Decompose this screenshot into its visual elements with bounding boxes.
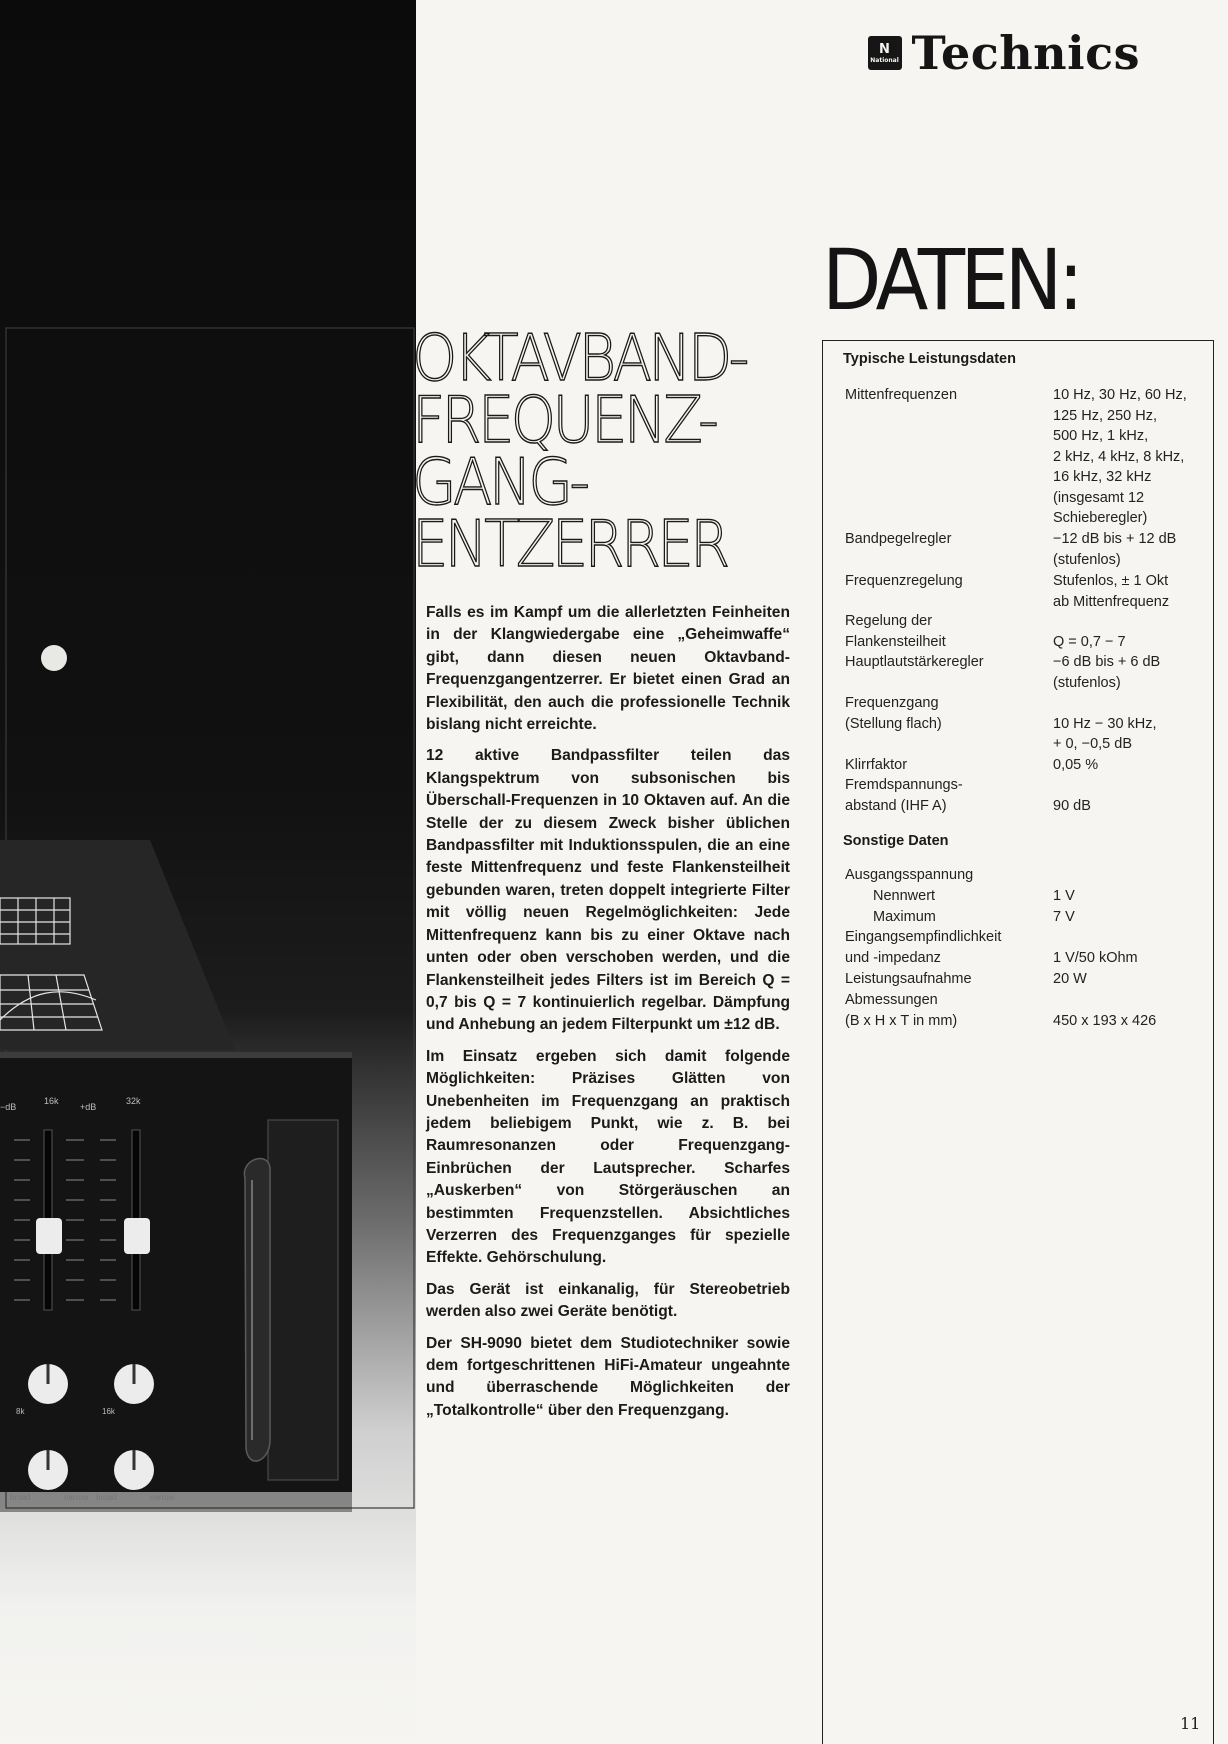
brand-name: Technics bbox=[911, 26, 1140, 80]
spec-value: 10 Hz − 30 kHz, + 0, −0,5 dB bbox=[1053, 715, 1157, 752]
spec-label: Bandpegelregler bbox=[845, 531, 952, 547]
spec-value: Q = 0,7 − 7 bbox=[1053, 633, 1126, 650]
body-paragraph-4: Das Gerät ist einkanalig, für Stereobetrieb werden also zwei Geräte benötigt. bbox=[426, 1280, 790, 1321]
equalizer-photo-illustration bbox=[0, 0, 416, 1744]
headline-line-2: FREQUENZ- bbox=[412, 384, 716, 458]
spec-label: Regelung der Flankensteilheit bbox=[845, 613, 946, 650]
national-badge-icon: N National bbox=[868, 36, 902, 70]
spec-value: Stufenlos, ± 1 Okt ab Mittenfrequenz bbox=[1053, 573, 1170, 610]
punch-hole bbox=[41, 645, 67, 671]
spec-label: Mittenfrequenzen bbox=[845, 387, 958, 403]
spec-label: Eingangsempfindlichkeit und -impedanz bbox=[845, 929, 1002, 966]
headline-line-1: OKTAVBAND- bbox=[412, 322, 746, 396]
spec-value: 10 Hz, 30 Hz, 60 Hz, 125 Hz, 250 Hz, 500 Hz, 1 kHz, 2 kHz, 4 kHz, 8 kHz, 16 kHz, 32 kHz (insgesamt 12 Schieberegler) bbox=[1053, 387, 1187, 526]
spec-value: 1 V/50 kOhm bbox=[1053, 949, 1138, 966]
spec-value: 1 V bbox=[1053, 888, 1075, 904]
spec-label: Klirrfaktor bbox=[845, 757, 908, 773]
headline bbox=[412, 322, 812, 582]
slider-knob-16k bbox=[36, 1218, 62, 1254]
slider-label-16k: 16k bbox=[44, 1096, 59, 1106]
spec-value: 7 V bbox=[1053, 909, 1075, 925]
body-paragraph-3: Im Einsatz ergeben sich damit folgende Möglichkeiten: Präzises Glätten von Unebenheiten im Frequenzgang an praktisch jedem beliebigem Punkt, wie z. B. bei Raumresonanzen oder Frequenzgang-Einbrüchen der Lautsprecher. Scharfes „Auskerben“ von Störgeräuschen an bestimmten Frequenzstellen. Absichtliches Verzerren des Frequenzganges für spezielle Effekte. Gehörschulung. bbox=[426, 1047, 790, 1267]
spec-label: Maximum bbox=[873, 909, 936, 925]
body-paragraph-5: Der SH-9090 bietet dem Studiotechniker sowie dem fortgeschrittenen HiFi-Amateur ungeahnte und überraschende Möglichkeiten der „Totalkontrolle“ über den Frequenzgang. bbox=[426, 1334, 790, 1419]
spec-value: −12 dB bis + 12 dB (stufenlos) bbox=[1053, 531, 1177, 568]
body-paragraph-1: Falls es im Kampf um die allerletzten Feinheiten in der Klangwiedergabe eine „Geheimwaffe“ gibt, dann diesen neuen Oktavband-Frequenzgangentzerrer. Er bietet einen Grad an Flexibilität, den auch die professionelle Technik bislang nicht erreichte. bbox=[426, 604, 790, 734]
headline-line-3: GANG- bbox=[412, 446, 587, 520]
spec-label: Leistungsaufnahme bbox=[845, 971, 972, 987]
spec-label: Abmessungen (B x H x T in mm) bbox=[845, 992, 958, 1029]
section-title-daten: DATEN: bbox=[822, 231, 1080, 329]
spec-value: 20 W bbox=[1053, 971, 1087, 987]
spec-value: −6 dB bis + 6 dB (stufenlos) bbox=[1053, 654, 1161, 691]
slider-knob-32k bbox=[124, 1218, 150, 1254]
slider-label-32k: 32k bbox=[126, 1096, 141, 1106]
body-text bbox=[426, 602, 790, 1431]
spec-label: Hauptlautstärkeregler bbox=[845, 654, 984, 670]
spec-label: Fremdspannungs- abstand (IHF A) bbox=[845, 777, 963, 814]
slider-label-minus-db: −dB bbox=[0, 1102, 17, 1112]
knob-label-16k: 16k bbox=[102, 1407, 115, 1416]
spec-label: Nennwert bbox=[873, 888, 936, 904]
spec-value: 450 x 193 x 426 bbox=[1053, 1012, 1157, 1029]
spec-section-title-other: Sonstige Daten bbox=[843, 833, 949, 849]
spec-label: Ausgangsspannung bbox=[845, 867, 974, 883]
body-paragraph-2: 12 aktive Bandpassfilter teilen das Klangspektrum von subsonischen bis Überschall-Frequenzen in 10 Oktaven auf. An die Stelle der zu diesem Zweck bisher üblichen Bandpassfilter mit Induktionsspulen, die an eine feste Mittenfrequenz und feste Flankensteilheit gebunden waren, treten doppelt integrierte Filter mit völlig neuen Regelmöglichkeiten: Jede Mittenfrequenz kann bis zu einer Oktave nach unten oder oben verschoben werden, und die Flankensteilheit jedes Filters ist im Bereich Q = 0,7 bis Q = 7 kontinuierlich regelbar. Dämpfung und Anhebung an jedem Filterpunkt um ±12 dB. bbox=[426, 747, 790, 1034]
technics-logo bbox=[868, 26, 1141, 80]
spec-value: 90 dB bbox=[1053, 797, 1091, 814]
spec-table bbox=[822, 340, 1214, 1744]
headline-line-4: ENTZERRER bbox=[412, 508, 727, 582]
chassis-top bbox=[0, 840, 235, 1050]
spec-value: 0,05 % bbox=[1053, 757, 1099, 773]
rack-handle bbox=[244, 1120, 338, 1480]
spec-label: Frequenzgang (Stellung flach) bbox=[845, 695, 942, 732]
slider-label-plus-db: +dB bbox=[80, 1102, 97, 1112]
page-number: 11 bbox=[1180, 1714, 1201, 1733]
spec-label: Frequenzregelung bbox=[845, 573, 963, 589]
knob-label-8k: 8k bbox=[16, 1407, 25, 1416]
spec-section-title-performance: Typische Leistungsdaten bbox=[843, 351, 1016, 367]
product-photo bbox=[0, 0, 416, 1744]
